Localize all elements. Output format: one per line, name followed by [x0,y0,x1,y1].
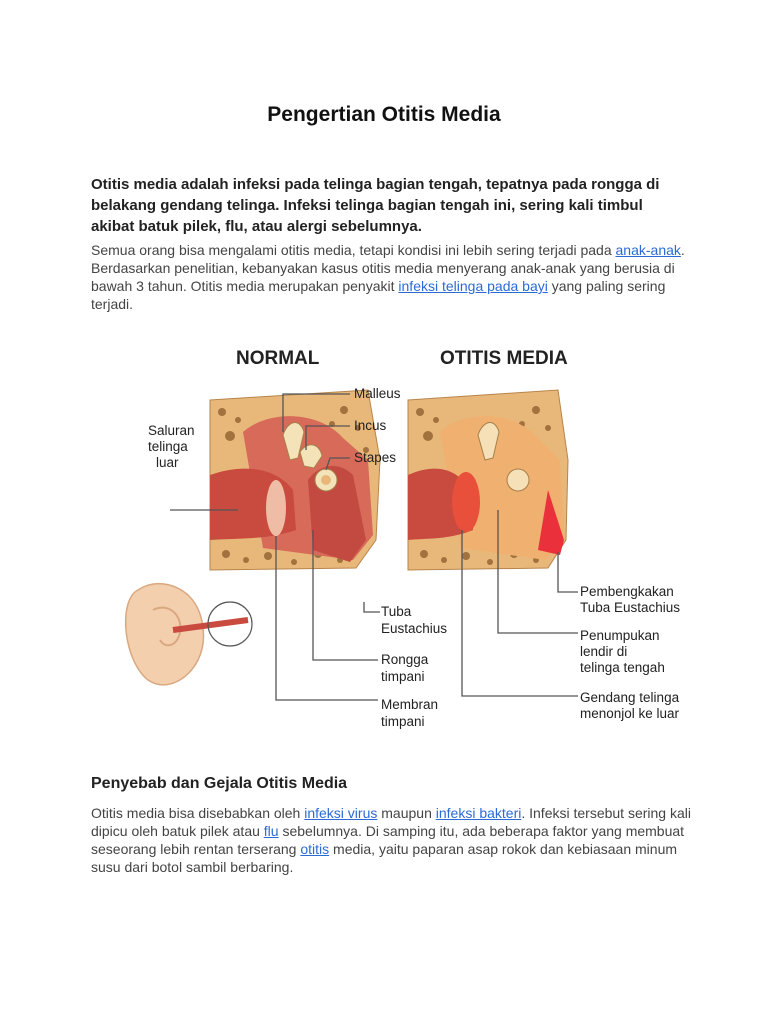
label-tuba-2: Eustachius [381,621,448,636]
label-penumpukan-3: telinga tengah [580,660,665,675]
figure-title-normal: NORMAL [236,348,320,369]
label-saluran-2: telinga [148,439,188,454]
causes-text-3: . Infeksi tersebut sering kali dipicu oleh batuk pilek atau [91,805,691,839]
label-rongga-2: timpani [381,669,425,684]
outer-ear-illustration [126,584,252,685]
intro-text-2: . Berdasarkan penelitian, kebanyakan kasus otitis media menyerang anak-anak yang berusia di bawah 3 tahun. Otitis media merupakan penyakit [91,242,685,294]
causes-text-4: sebelumnya. Di samping itu, ada beberapa faktor yang membuat seseorang lebih rentan terserang [91,823,685,857]
label-malleus: Malleus [354,386,401,401]
otitis-ear-section [408,390,568,570]
causes-text-1: Otitis media bisa disebabkan oleh [91,805,305,821]
label-rongga-1: Rongga [381,652,429,667]
label-pembengkakan-2: Tuba Eustachius [580,600,681,615]
label-membran-2: timpani [381,714,425,729]
label-membran-1: Membran [381,697,439,712]
link-anak-anak[interactable]: anak-anak [615,242,681,258]
section-heading-penyebab: Penyebab dan Gejala Otitis Media [91,775,348,792]
link-infeksi-virus[interactable]: infeksi virus [304,805,378,821]
label-saluran-3: luar [156,455,179,470]
normal-ear-section [210,390,380,570]
link-flu[interactable]: flu [263,823,279,839]
label-incus: Incus [354,418,387,433]
causes-text-5: media, yaitu paparan asap rokok dan kebiasaan minum susu dari botol sambil berbaring. [91,841,678,875]
intro-text-1: Semua orang bisa mengalami otitis media, tetapi kondisi ini lebih sering terjadi pada [91,242,616,258]
link-otitis[interactable]: otitis [300,841,330,857]
label-pembengkakan-1: Pembengkakan [580,584,674,599]
causes-paragraph [91,804,691,876]
label-gendang-2: menonjol ke luar [580,706,680,721]
intro-paragraph [91,241,691,313]
figure-title-otitis: OTITIS MEDIA [440,348,568,369]
ear-anatomy-figure [118,340,698,740]
label-saluran-1: Saluran [148,423,195,438]
intro-text-3: yang paling sering terjadi. [91,278,666,312]
lead-paragraph: Otitis media adalah infeksi pada telinga bagian tengah, tepatnya pada rongga di belakang gendang telinga. Infeksi telinga bagian tengah ini, sering kali timbul akibat batuk pilek, flu, atau alergi sebelumnya. [91,176,660,235]
page-title: Pengertian Otitis Media [267,103,501,126]
label-gendang-1: Gendang telinga [580,690,680,705]
link-infeksi-bakteri[interactable]: infeksi bakteri [435,805,522,821]
label-tuba-1: Tuba [381,604,412,619]
label-penumpukan-1: Penumpukan [580,628,660,643]
link-infeksi-telinga-bayi[interactable]: infeksi telinga pada bayi [398,278,548,294]
label-penumpukan-2: lendir di [580,644,628,659]
label-stapes: Stapes [354,450,397,465]
causes-text-2: maupun [377,805,436,821]
